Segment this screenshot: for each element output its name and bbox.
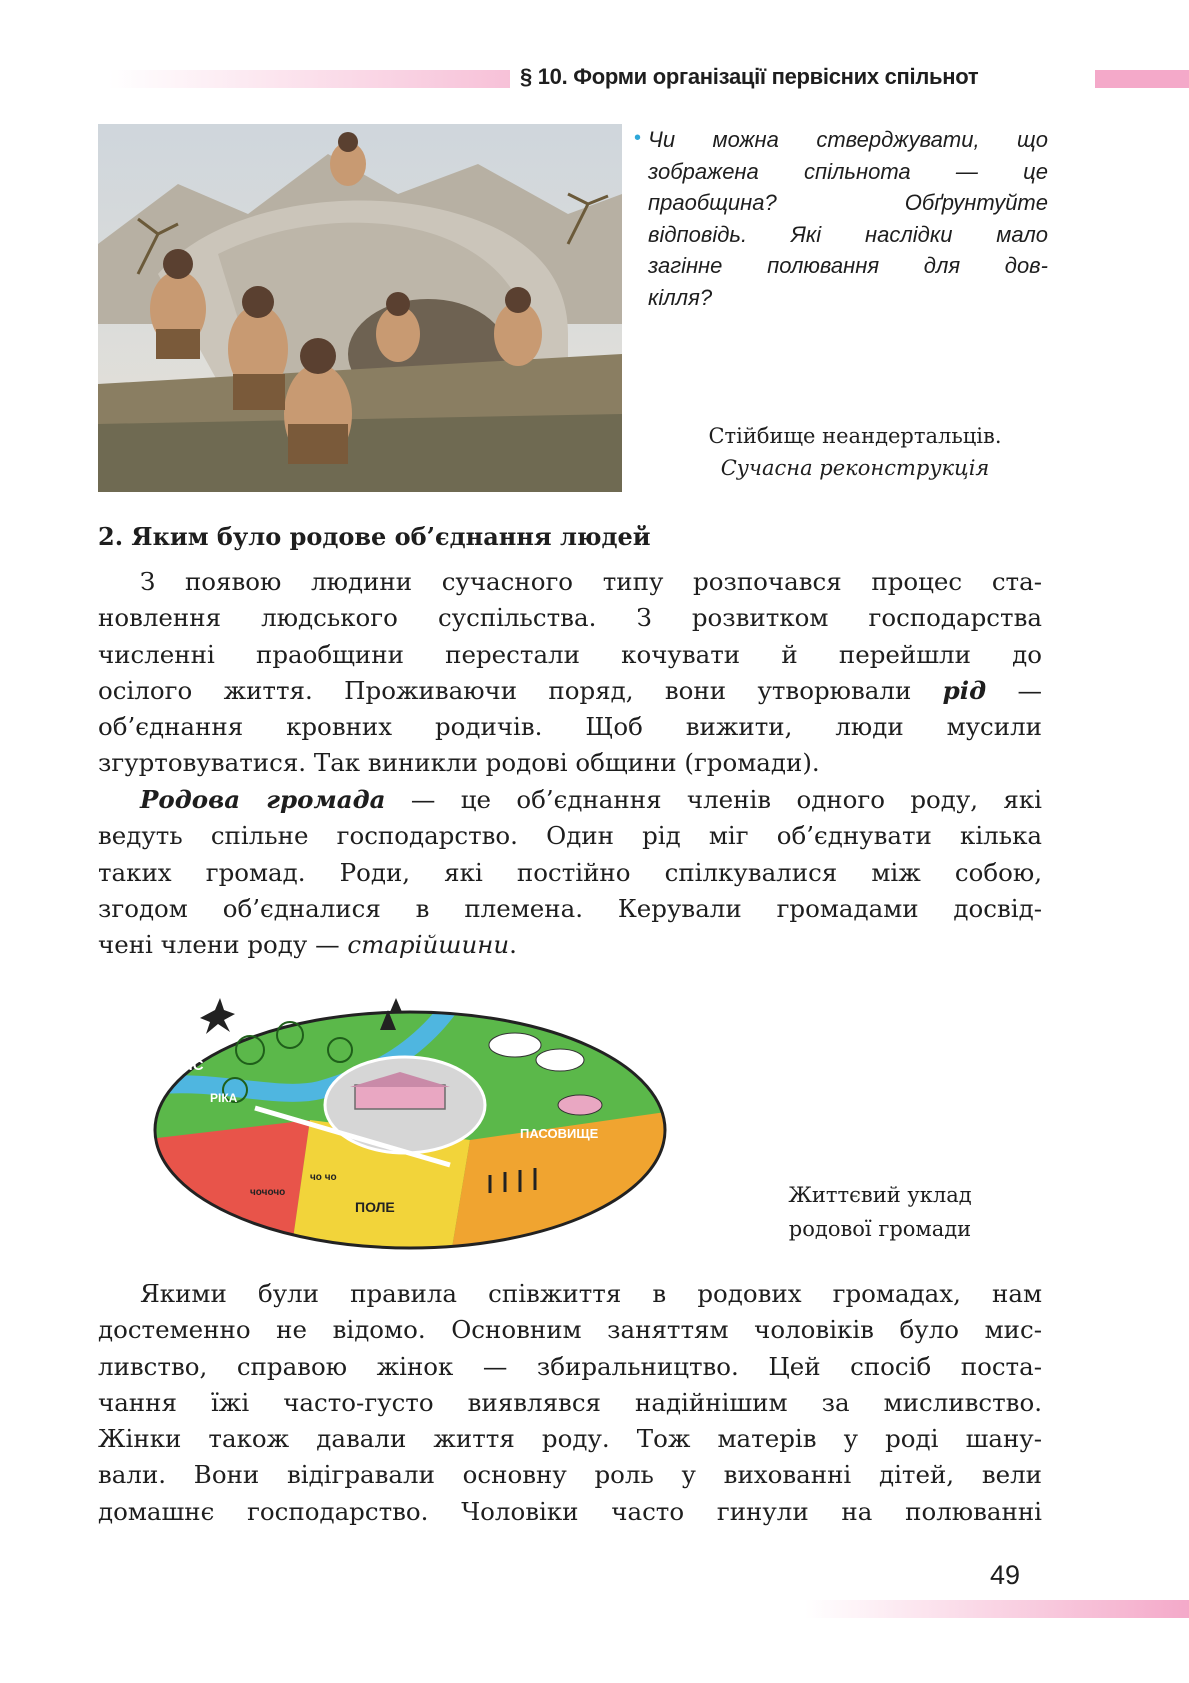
- footer-decor-bar: [805, 1600, 1189, 1618]
- text-line: чання їжі часто-густо виявлявся надійнішим за мисливство.: [98, 1387, 1042, 1417]
- text-fragment: .: [509, 930, 517, 960]
- text-line: вали. Вони відігравали основну роль у вихованні дітей, вели: [98, 1460, 1042, 1490]
- text-line: згуртовуватися. Так виникли родові общини (громади).: [98, 748, 820, 778]
- paragraph-2: [98, 782, 1042, 963]
- community-life-diagram: [140, 990, 680, 1260]
- text-line: [98, 927, 1042, 963]
- diagram-caption-line: родової громади: [788, 1217, 972, 1241]
- diagram-label-forest: ЛІС: [178, 1057, 204, 1074]
- diagram-label-field: ПОЛЕ: [355, 1199, 395, 1215]
- term-stariishyny: старійшини: [347, 930, 510, 960]
- neanderthal-camp-illustration: [98, 124, 622, 492]
- photo-caption: [640, 420, 1070, 484]
- photo-caption-subtitle: Сучасна реконструкція: [720, 456, 990, 480]
- term-rid: рід: [942, 675, 987, 705]
- question-line: зображена спільнота — це: [648, 158, 1048, 184]
- page-number: 49: [990, 1560, 1021, 1590]
- discussion-question: [634, 124, 1048, 313]
- text-line: домашнє господарство. Чоловіки часто гинули на полюванні: [98, 1496, 1042, 1526]
- text-line: численні праобщини перестали кочувати й перейшли до: [98, 639, 1042, 669]
- section-heading: 2. Яким було родове об’єднання людей: [98, 522, 651, 551]
- paragraph-1: [98, 564, 1042, 782]
- header-decor-bar-right: [1095, 70, 1189, 88]
- text-line: [98, 782, 1042, 818]
- text-line: таких громад. Роди, які постійно спілкувалися між собою,: [98, 857, 1042, 887]
- text-line: згодом об’єдналися в племена. Керували громадами досвід-: [98, 893, 1042, 923]
- text-line: ведуть спільне господарство. Один рід міг об’єднувати кілька: [98, 821, 1042, 851]
- header-decor-bar-left: [108, 70, 510, 88]
- text-line: новлення людського суспільства. З розвитком господарства: [98, 603, 1042, 633]
- question-line: загінне полювання для дов-: [648, 253, 1048, 278]
- text-line: достеменно не відомо. Основним заняттям чоловіків було мис-: [98, 1315, 1042, 1345]
- term-rodova-hromada: Родова громада: [140, 785, 386, 814]
- text-fragment: — це об’єднання членів одного роду, які: [385, 785, 1043, 814]
- text-line: [98, 673, 1042, 709]
- question-line: Чи можна стверджувати, що: [648, 127, 1048, 152]
- question-line: праобщина? Обґрунтуйте: [648, 190, 1048, 215]
- text-fragment: чені члени роду —: [98, 930, 348, 960]
- text-fragment: —: [986, 675, 1043, 705]
- diagram-label-field-small: чочочо: [250, 1187, 286, 1198]
- running-header-title: § 10. Форми організації первісних спільнот: [520, 64, 979, 89]
- paragraph-3: [98, 1276, 1042, 1530]
- text-line: Жінки також давали життя роду. Тож матерів у роді шану-: [98, 1424, 1042, 1454]
- diagram-caption-line: Життєвий уклад: [788, 1183, 972, 1207]
- question-line: відповідь. Які наслідки мало: [648, 221, 1048, 247]
- text-fragment: осілого життя. Проживаючи поряд, вони утворювали: [98, 675, 912, 705]
- text-line: З появою людини сучасного типу розпочався процес ста-: [140, 567, 1042, 596]
- text-line: Якими були правила співжиття в родових громадах, нам: [140, 1279, 1042, 1308]
- diagram-label-pasture: ПАСОВИЩЕ: [520, 1126, 599, 1141]
- diagram-label-river: РІКА: [210, 1091, 238, 1105]
- question-line: кілля?: [648, 284, 713, 310]
- text-line: ливство, справою жінок — збиральництво. Цей спосіб поста-: [98, 1351, 1042, 1381]
- photo-caption-title: Стійбище неандертальців.: [708, 424, 1002, 448]
- diagram-caption: [730, 1178, 1030, 1246]
- text-line: об’єднання кровних родичів. Щоб вижити, люди мусили: [98, 712, 1042, 742]
- diagram-label-field-small: чо чо: [310, 1172, 337, 1183]
- bullet-icon: •: [634, 127, 642, 149]
